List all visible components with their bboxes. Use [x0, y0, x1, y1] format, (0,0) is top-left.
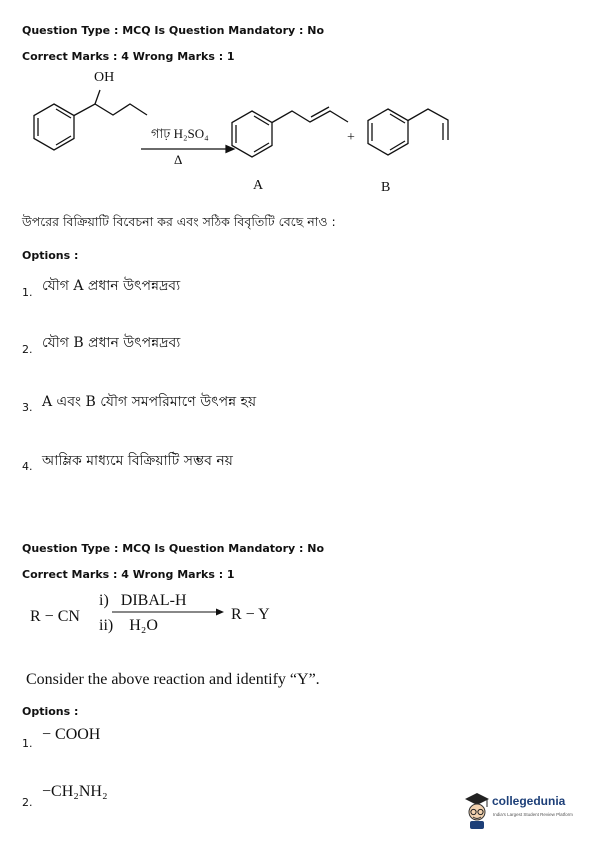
- q1-question-text: উপরের বিক্রিয়াটি বিবেচনা কর এবং সঠিক বিবৃতিটি বেছে নাও :: [22, 214, 336, 229]
- q2-option-2-number: 2.: [22, 796, 33, 809]
- q1-option-3-text[interactable]: A এবং B যৌগ সমপরিমাণে উৎপন্ন হয়: [42, 394, 257, 410]
- q2-step-2: ii) H₂O: [99, 617, 158, 634]
- q2-option-1-number: 1.: [22, 737, 33, 750]
- q2-product: R − Y: [231, 606, 270, 623]
- q2-step-1: i) DIBAL-H: [99, 592, 187, 609]
- q1-option-4-number: 4.: [22, 460, 33, 473]
- collegedunia-logo[interactable]: [462, 790, 592, 830]
- q2-option-2-text[interactable]: −CH₂NH₂: [42, 783, 108, 800]
- logo-wordmark: collegedunia: [492, 794, 566, 808]
- q1-meta-type: Question Type : MCQ Is Question Mandatory : No: [22, 24, 325, 37]
- plus-sign: +: [347, 130, 355, 145]
- q2-reactant: R − CN: [30, 608, 80, 625]
- product-b-label: B: [381, 180, 391, 195]
- q2-option-1-text[interactable]: − COOH: [42, 726, 101, 743]
- reagent-label: গাঢ় H₂SO₄: [151, 126, 209, 141]
- product-a-label: A: [253, 178, 264, 193]
- q1-options-label: Options :: [22, 249, 79, 262]
- logo-tagline: India's Largest Student Review Platform: [493, 812, 573, 817]
- q2-options-label: Options :: [22, 705, 79, 718]
- q1-option-1-text[interactable]: যৌগ A প্রধান উৎপন্নদ্রব্য: [42, 278, 181, 294]
- q1-option-2-number: 2.: [22, 343, 33, 356]
- q1-option-4-text[interactable]: আম্লিক মাধ্যমে বিক্রিয়াটি সম্ভব নয়: [42, 453, 233, 469]
- heat-symbol: Δ: [174, 152, 183, 167]
- q1-meta-marks: Correct Marks : 4 Wrong Marks : 1: [22, 50, 235, 63]
- q1-option-1-number: 1.: [22, 286, 33, 299]
- q1-option-3-number: 3.: [22, 401, 33, 414]
- oh-label: OH: [94, 70, 115, 85]
- graduate-mascot-icon: [462, 790, 492, 830]
- q2-question-text: Consider the above reaction and identify “Y”.: [26, 671, 320, 688]
- q2-meta-type: Question Type : MCQ Is Question Mandatory : No: [22, 542, 325, 555]
- q2-meta-marks: Correct Marks : 4 Wrong Marks : 1: [22, 568, 235, 581]
- q1-option-2-text[interactable]: যৌগ B প্রধান উৎপন্নদ্রব্য: [42, 335, 181, 351]
